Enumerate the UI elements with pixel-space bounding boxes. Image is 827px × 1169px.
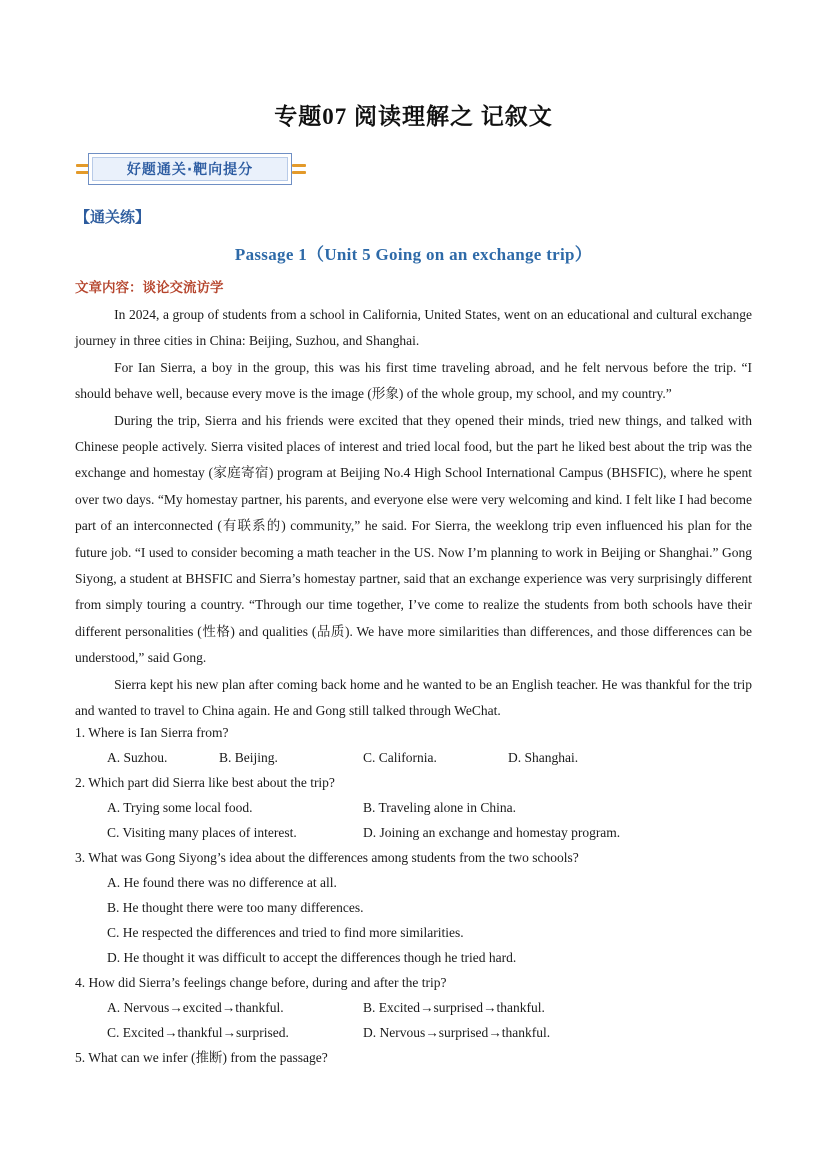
section-label: 【通关练】 [75,208,151,226]
option-d: D. Nervous→surprised→thankful. [363,1025,551,1040]
paragraph: Sierra kept his new plan after coming back home and he wanted to be an English teacher. He was thankful for the trip and wanted to travel to China again. He and Gong still talked through WeChat. [75,676,752,719]
option-row [75,945,752,970]
article-content-label: 文章内容：谈论交流访学 [75,280,224,296]
article-body [75,302,752,725]
passage-title: Passage 1（Unit 5 Going on an exchange trip） [234,245,593,264]
paragraph: In 2024, a group of students from a school in California, United States, went on an educational and cultural exchange journey in three cities in China: Beijing, Suzhou, and Shanghai. [75,307,752,349]
option-b: B. He thought there were too many differences. [107,900,364,915]
option-b: B. Excited→surprised→thankful. [363,1000,545,1015]
banner-box [88,153,292,185]
paragraph: For Ian Sierra, a boy in the group, this was his first time traveling abroad, and he felt nervous before the trip. “I should behave well, because every move is the image (形象) of the whole group, my school, and my country.” [75,359,752,402]
option-c: C. He respected the differences and tried to find more similarities. [107,925,464,940]
option-a: A. Nervous→excited→thankful. [107,1000,284,1015]
option-a: A. Trying some local food. [107,800,253,815]
option-row [75,920,752,945]
option-row [75,820,752,845]
option-b: B. Traveling alone in China. [363,800,516,815]
option-d: D. Joining an exchange and homestay program. [363,825,621,840]
option-row [75,1020,752,1045]
question-stem: 3. What was Gong Siyong’s idea about the differences among students from the two schools? [75,850,579,865]
page-title: 专题07 阅读理解之 记叙文 [274,104,553,129]
paragraph: During the trip, Sierra and his friends were excited that they opened their minds, tried new things, and talked with Chinese people actively. Sierra visited places of interest and tried local food, but the part he liked best about the trip was the exchange and homestay (家庭寄宿) program at Beijing No.4 High School International Campus (BHSFIC), where he spent over two days. “My homestay partner, his parents, and everyone else were very welcoming and kind. I felt like I had become part of an interconnected (有联系的) community,” he said. For Sierra, the weeklong trip even influenced his plan for the future job. “I used to consider becoming a math teacher in the US. Now I’m planning to work in Beijing or Shanghai.” Gong Siyong, a student at BHSFIC and Sierra’s homestay partner, said that an exchange experience was very surprisingly different from simply touring a country. “Through our time together, I’ve come to realize the students from both schools have their different personalities (性格) and qualities (品质). We have more similarities than differences, and those differences can be understood,” said Gong. [75,412,752,666]
option-row [75,745,752,770]
option-row [75,995,752,1020]
option-d: D. Shanghai. [508,750,579,765]
option-row [75,795,752,820]
question-stem: 2. Which part did Sierra like best about the trip? [75,775,335,790]
option-c: C. California. [363,750,437,765]
banner-text: 好题通关·靶向提分 [92,157,288,181]
question-list [75,720,752,1070]
option-d: D. He thought it was difficult to accept the differences though he tried hard. [107,950,517,965]
section-banner [76,151,306,189]
banner-right-ornament [292,164,306,167]
option-a: A. Suzhou. [107,750,168,765]
option-b: B. Beijing. [219,750,278,765]
option-row [75,870,752,895]
banner-right-ornament [292,171,306,174]
option-c: C. Visiting many places of interest. [107,825,297,840]
question-stem: 4. How did Sierra’s feelings change before, during and after the trip? [75,975,447,990]
question-stem: 5. What can we infer (推断) from the passage? [75,1050,328,1065]
option-a: A. He found there was no difference at all. [107,875,337,890]
question-stem: 1. Where is Ian Sierra from? [75,725,229,740]
option-row [75,895,752,920]
option-c: C. Excited→thankful→surprised. [107,1025,289,1040]
